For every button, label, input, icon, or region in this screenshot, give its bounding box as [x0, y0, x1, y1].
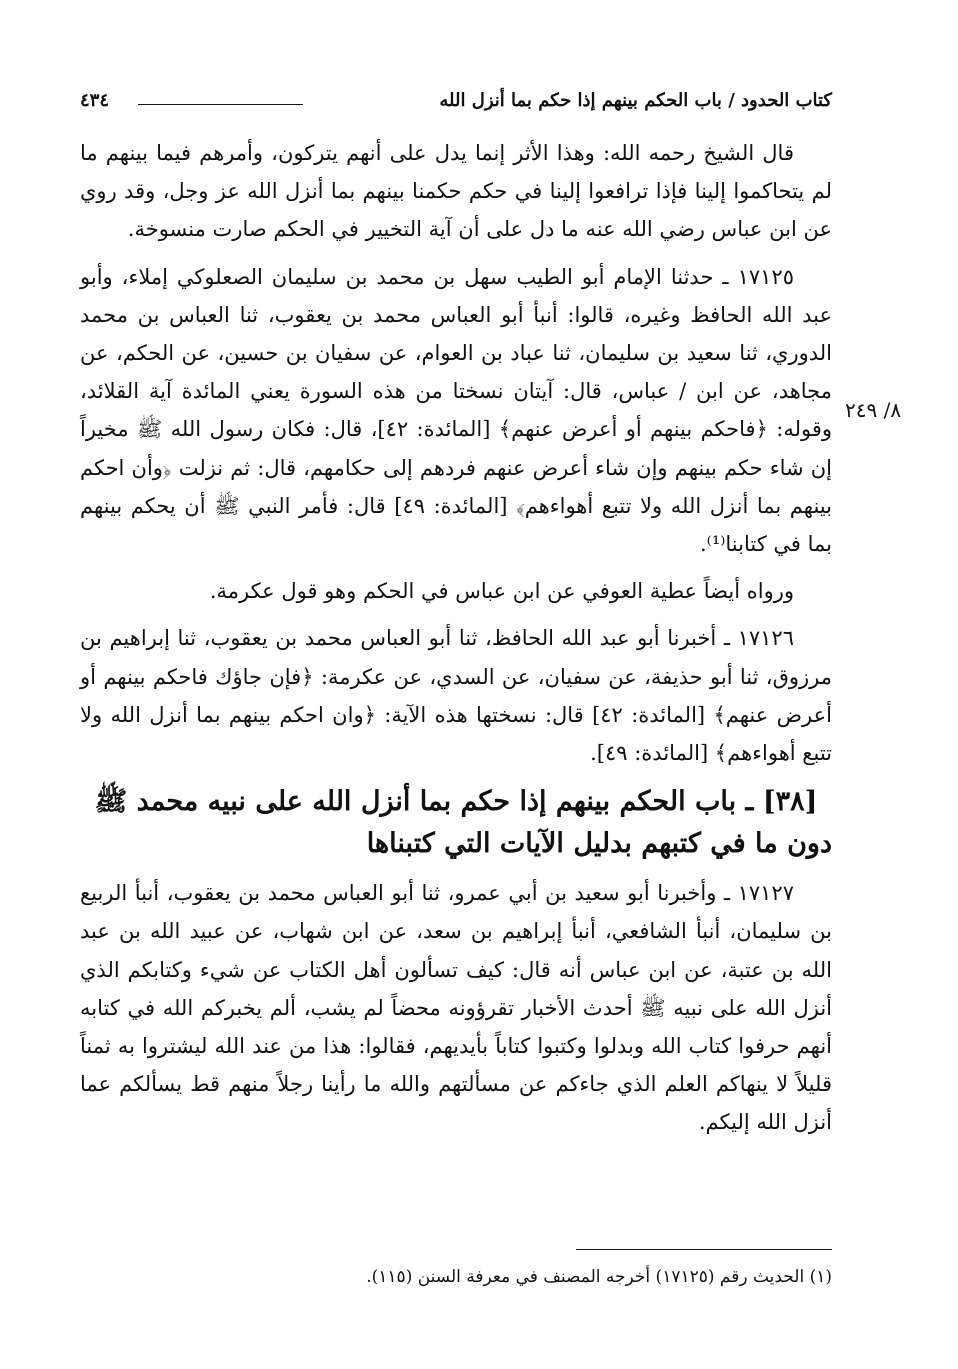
page-number: ٤٣٤: [80, 90, 110, 111]
chapter-heading: [٣٨] ـ باب الحكم بينهم إذا حكم بما أنزل الله على نبيه محمد ﷺ دون ما في كتبهم بدليل الآيات التي كتبناها: [94, 786, 832, 860]
margin-reference: ٨/ ٢٤٩: [845, 398, 902, 422]
footnote: (١) الحديث رقم (١٧١٢٥) أخرجه المصنف في معرفة السنن (١١٥).: [366, 1267, 832, 1287]
paragraph-commentary: قال الشيخ رحمه الله: وهذا الأثر إنما يدل على أنهم يتركون، وأمرهم فيما بينهم ما لم يتحاكموا إلينا فإذا ترافعوا إلينا في حكم حكمنا بينهم بما أنزل الله عز وجل، وقد روي عن ابن عباس رضي الله عنه ما دل على أن آية التخيير في الحكم صارت منسوخة.: [80, 141, 832, 242]
header-rule: [138, 104, 303, 105]
running-header: [80, 86, 832, 120]
footnote-rule: [576, 1249, 832, 1250]
paragraph-hadith-17126: ١٧١٢٦ ـ أخبرنا أبو عبد الله الحافظ، ثنا أبو العباس محمد بن يعقوب، ثنا إبراهيم بن مرزوق، ثنا أبو حذيفة، عن سفيان، عن السدي، عن عكرمة: ﴿فإن جاؤك فاحكم بينهم أو أعرض عنهم﴾ [المائدة: ٤٢] قال: نسختها هذه الآية: ﴿وان احكم بينهم بما أنزل الله ولا تتبع أهواءهم﴾ [المائدة: ٤٩].: [80, 626, 832, 766]
paragraph-narration-note: ورواه أيضاً عطية العوفي عن ابن عباس في الحكم وهو قول عكرمة.: [209, 579, 794, 604]
paragraph-hadith-17125: ١٧١٢٥ ـ حدثنا الإمام أبو الطيب سهل بن محمد بن سليمان الصعلوكي إملاء، وأبو عبد الله الحافظ وغيره، قالوا: أنبأ أبو العباس محمد بن يعقوب، ثنا العباس بن محمد الدوري، ثنا سعيد بن سليمان، ثنا عباد بن العوام، عن سفيان بن حسين، عن الحكم، عن مجاهد، عن ابن / عباس، قال: آيتان نسختا من هذه السورة يعني المائدة آية القلائد، وقوله: ﴿فاحكم بينهم أو أعرض عنهم﴾ [المائدة: ٤٢]، قال: فكان رسول الله ﷺ مخيراً إن شاء حكم بينهم وإن شاء أعرض عنهم فردهم إلى حكامهم، قال: ثم نزلت ﴿وأن احكم بينهم بما أنزل الله ولا تتبع أهواءهم﴾ [المائدة: ٤٩] قال: فأمر النبي ﷺ أن يحكم بينهم بما في كتابنا⁽¹⁾.: [80, 264, 833, 557]
main-text: [80, 134, 832, 1151]
header-title: كتاب الحدود / باب الحكم بينهم إذا حكم بما أنزل الله: [439, 90, 832, 111]
paragraph-hadith-17127: ١٧١٢٧ ـ وأخبرنا أبو سعيد بن أبي عمرو، ثنا أبو العباس محمد بن يعقوب، أنبأ الربيع بن سليمان، أنبأ الشافعي، أنبأ إبراهيم بن سعد، عن ابن شهاب، عن عبيد الله بن عبد الله بن عتبة، عن ابن عباس أنه قال: كيف تسألون أهل الكتاب عن شيء وكتابكم الذي أنزل الله على نبيه ﷺ أحدث الأخبار تقرؤونه محضاً لم يشب، ألم يخبركم الله في كتابه أنهم حرفوا كتاب الله وبدلوا وكتبوا كتاباً بأيديهم، فقالوا: هذا من عند الله ليشتروا به ثمناً قليلاً لا ينهاكم العلم الذي جاءكم عن مسألتهم والله ما رأينا رجلاً منهم قط يسألكم عما أنزل الله إليكم.: [80, 881, 832, 1135]
